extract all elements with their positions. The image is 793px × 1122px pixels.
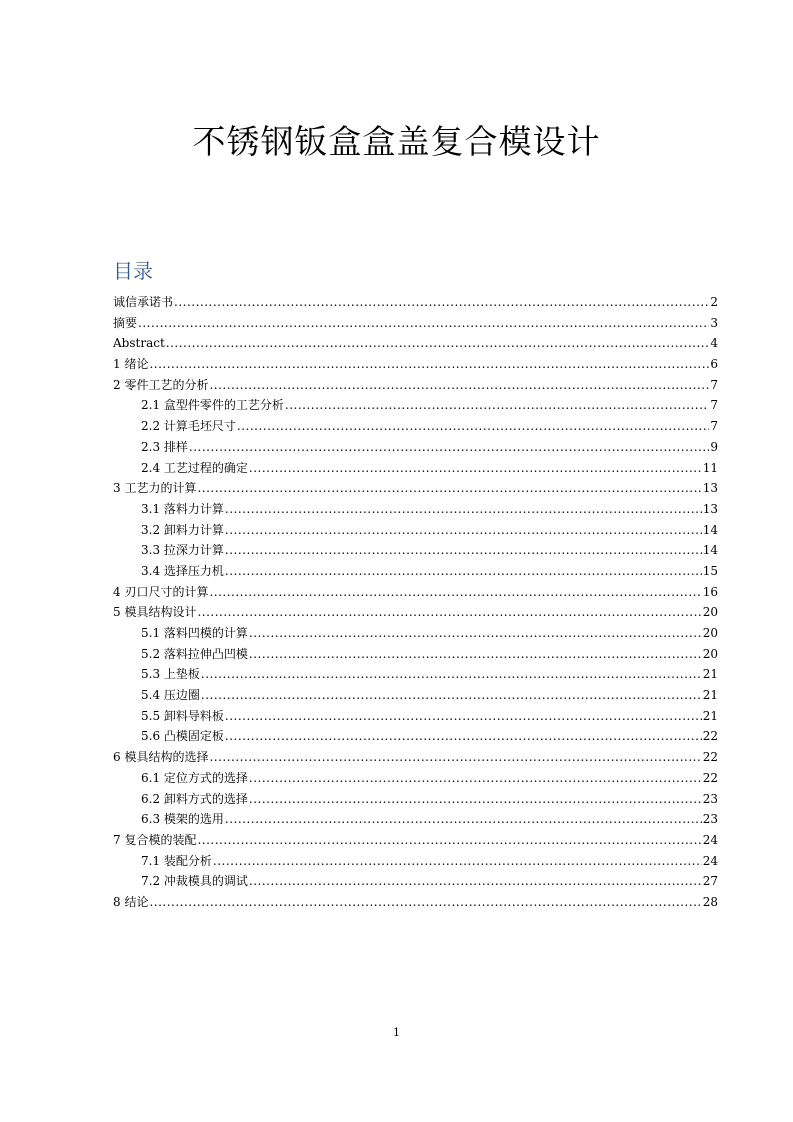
toc-entry[interactable]	[113, 313, 718, 334]
toc-entry[interactable]	[113, 333, 718, 354]
toc-entry[interactable]	[113, 664, 718, 685]
toc-entry[interactable]	[113, 292, 718, 313]
toc-entry[interactable]	[113, 499, 718, 520]
toc-leader-dots	[166, 333, 710, 354]
toc-leader-dots	[209, 747, 701, 768]
toc-entry-page: 27	[702, 874, 718, 889]
toc-entry-page: 6	[710, 357, 718, 372]
toc-entry-label: 4 刃口尺寸的计算	[113, 584, 209, 599]
toc-entry-label: 诚信承诺书	[113, 295, 174, 309]
toc-entry-page: 24	[702, 853, 718, 868]
toc-entry-page: 23	[702, 791, 718, 806]
toc-leader-dots	[174, 292, 709, 313]
toc-entry-page: 21	[702, 688, 718, 703]
toc-entry[interactable]	[113, 354, 718, 375]
toc-entry[interactable]	[113, 375, 718, 396]
toc-entry[interactable]	[113, 478, 718, 499]
toc-entry[interactable]	[113, 768, 718, 789]
toc-leader-dots	[189, 437, 709, 458]
toc-entry-label: 8 结论	[113, 894, 149, 909]
toc-entry[interactable]	[113, 416, 718, 437]
toc-entry-page: 20	[702, 646, 718, 661]
toc-entry-label: 2 零件工艺的分析	[113, 377, 209, 392]
toc-leader-dots	[225, 499, 702, 520]
toc-entry-label: 6.1 定位方式的选择	[141, 770, 248, 785]
toc-entry-label: 2.2 计算毛坯尺寸	[141, 419, 236, 434]
toc-entry-page: 7	[710, 398, 718, 413]
toc-heading: 目录	[113, 259, 153, 283]
toc-entry[interactable]	[113, 706, 718, 727]
toc-leader-dots	[197, 478, 701, 499]
toc-leader-dots	[285, 395, 709, 416]
document-title: 不锈钢钣盒盒盖复合模设计	[192, 122, 601, 161]
toc-entry-label: 7.1 装配分析	[141, 853, 212, 868]
toc-entry-label: 3.1 落料力计算	[141, 501, 224, 516]
toc-entry-page: 28	[702, 894, 718, 909]
toc-entry-page: 21	[702, 667, 718, 682]
toc-entry-page: 7	[710, 377, 718, 392]
toc-leader-dots	[201, 664, 702, 685]
toc-leader-dots	[225, 561, 702, 582]
toc-entry[interactable]	[113, 830, 718, 851]
toc-entry[interactable]	[113, 726, 718, 747]
toc-entry[interactable]	[113, 809, 718, 830]
toc-leader-dots	[249, 768, 702, 789]
toc-leader-dots	[249, 623, 702, 644]
toc-entry-page: 24	[702, 832, 718, 847]
toc-entry-page: 7	[710, 419, 718, 434]
toc-entry-page: 15	[702, 563, 718, 578]
toc-entry-label: 2.1 盒型件零件的工艺分析	[141, 398, 284, 413]
toc-leader-dots	[197, 830, 701, 851]
toc-entry-page: 13	[702, 481, 718, 496]
toc-entry-label: 5.4 压边圈	[141, 688, 200, 703]
toc-entry[interactable]	[113, 395, 718, 416]
toc-entry-label: 6.2 卸料方式的选择	[141, 791, 248, 806]
toc-entry-page: 2	[710, 295, 718, 309]
toc-entry-label: 2.3 排样	[141, 439, 188, 454]
toc-entry[interactable]	[113, 540, 718, 561]
toc-entry-label: 2.4 工艺过程的确定	[141, 460, 248, 475]
toc-leader-dots	[249, 458, 702, 479]
page-number: 1	[393, 1026, 400, 1039]
toc-entry-page: 14	[702, 522, 718, 537]
toc-entry-label: 5.3 上垫板	[141, 667, 200, 682]
toc-leader-dots	[213, 851, 702, 872]
toc-entry-page: 22	[702, 750, 718, 765]
toc-entry-page: 16	[702, 584, 718, 599]
toc-entry[interactable]	[113, 871, 718, 892]
toc-entry-label: 7 复合模的装配	[113, 832, 197, 847]
toc-entry-label: 6 模具结构的选择	[113, 750, 209, 765]
toc-entry-label: Abstract	[113, 336, 165, 351]
toc-entry[interactable]	[113, 561, 718, 582]
toc-entry-page: 4	[710, 336, 718, 351]
toc-entry-label: 3.3 拉深力计算	[141, 543, 224, 558]
toc-entry-label: 摘要	[113, 315, 138, 330]
toc-leader-dots	[237, 416, 709, 437]
toc-entry[interactable]	[113, 685, 718, 706]
toc-entry-page: 14	[702, 543, 718, 558]
toc-leader-dots	[225, 726, 702, 747]
toc-entry-page: 3	[710, 315, 718, 330]
toc-entry-page: 20	[702, 605, 718, 620]
toc-entry-page: 9	[710, 439, 718, 454]
toc-entry-label: 5 模具结构设计	[113, 605, 197, 620]
toc-entry-label: 3 工艺力的计算	[113, 481, 197, 496]
toc-entry-page: 23	[702, 812, 718, 827]
toc-entry-label: 6.3 模架的选用	[141, 812, 224, 827]
table-of-contents	[113, 292, 718, 913]
toc-entry-label: 5.1 落料凹模的计算	[141, 626, 248, 640]
toc-entry[interactable]	[113, 458, 718, 479]
toc-leader-dots	[249, 789, 702, 810]
toc-leader-dots	[209, 582, 701, 603]
toc-entry-label: 5.6 凸模固定板	[141, 729, 224, 744]
toc-entry[interactable]	[113, 851, 718, 872]
toc-entry[interactable]	[113, 437, 718, 458]
toc-entry-label: 7.2 冲裁模具的调试	[141, 874, 248, 889]
toc-leader-dots	[201, 685, 702, 706]
toc-entry-label: 1 绪论	[113, 357, 149, 372]
toc-leader-dots	[225, 706, 702, 727]
toc-entry-page: 13	[702, 501, 718, 516]
toc-entry-label: 5.2 落料拉伸凸凹模	[141, 646, 248, 661]
toc-entry[interactable]	[113, 892, 718, 913]
toc-entry-page: 22	[702, 729, 718, 744]
toc-leader-dots	[249, 644, 702, 665]
toc-entry-page: 11	[702, 460, 718, 475]
toc-entry[interactable]	[113, 520, 718, 541]
toc-leader-dots	[249, 871, 702, 892]
toc-entry[interactable]	[113, 582, 718, 603]
toc-entry[interactable]	[113, 644, 718, 665]
toc-leader-dots	[149, 354, 709, 375]
toc-entry-page: 22	[702, 770, 718, 785]
toc-entry[interactable]	[113, 747, 718, 768]
toc-leader-dots	[209, 375, 709, 396]
toc-entry-label: 3.4 选择压力机	[141, 563, 224, 578]
toc-leader-dots	[225, 540, 702, 561]
toc-entry-label: 3.2 卸料力计算	[141, 522, 224, 537]
toc-leader-dots	[138, 313, 709, 334]
toc-entry[interactable]	[113, 602, 718, 623]
toc-entry[interactable]	[113, 789, 718, 810]
toc-leader-dots	[149, 892, 701, 913]
toc-leader-dots	[197, 602, 701, 623]
toc-entry-page: 21	[702, 708, 718, 723]
toc-leader-dots	[225, 520, 702, 541]
toc-entry-label: 5.5 卸料导料板	[141, 708, 224, 723]
toc-leader-dots	[225, 809, 702, 830]
toc-entry[interactable]	[113, 623, 718, 644]
toc-entry-page: 20	[702, 626, 718, 640]
